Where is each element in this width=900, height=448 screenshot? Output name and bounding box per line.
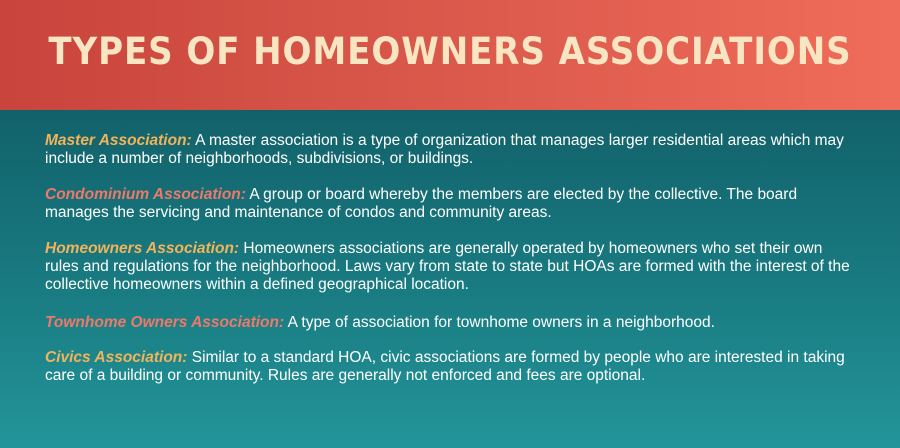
term-description: A type of association for townhome owners in a neighborhood. — [284, 314, 715, 331]
definition-condominium-association — [45, 186, 860, 222]
term-label: Master Association: — [45, 132, 192, 149]
page-title: TYPES OF HOMEOWNERS ASSOCIATIONS — [48, 30, 852, 73]
term-label: Condominium Association: — [45, 186, 246, 203]
term-label: Homeowners Association: — [45, 240, 240, 257]
term-label: Townhome Owners Association: — [45, 314, 285, 331]
definitions-panel — [0, 110, 900, 448]
term-description: Homeowners associations are generally operated by homeowners who set their own rules and regulations for the neighborhood. Laws vary from state to state but HOAs are formed with the interest of the collective homeowners within a defined geographical location. — [45, 240, 850, 293]
definition-homeowners-association — [45, 240, 860, 294]
definition-civics-association — [45, 349, 860, 385]
definition-master-association — [45, 132, 860, 168]
header-banner — [0, 0, 900, 110]
definition-townhome-owners-association — [45, 314, 860, 332]
term-description: A master association is a type of organization that manages larger residential areas which may include a number of neighborhoods, subdivisions, or buildings. — [45, 132, 844, 167]
term-description: A group or board whereby the members are elected by the collective. The board manages the servicing and maintenance of condos and community areas. — [45, 186, 798, 221]
term-description: Similar to a standard HOA, civic associations are formed by people who are interested in taking care of a building or community. Rules are generally not enforced and fees are optional. — [45, 349, 845, 384]
term-label: Civics Association: — [45, 349, 188, 366]
